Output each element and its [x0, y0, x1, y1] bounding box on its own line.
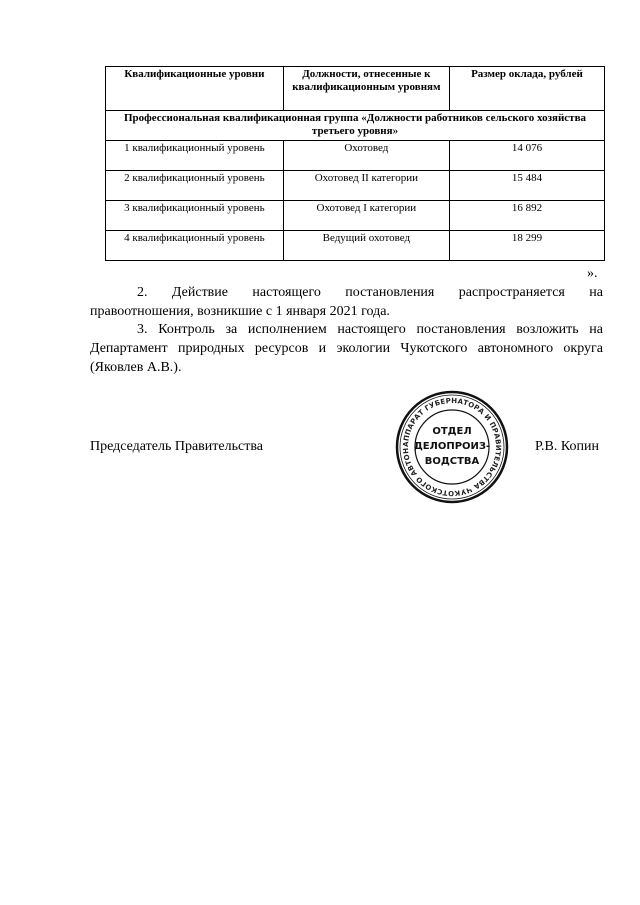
paragraph-2-line-2: правоотношения, возникшие с 1 января 2021 года.: [90, 304, 390, 319]
office-stamp: [382, 388, 522, 506]
table-group-row: [106, 111, 605, 141]
stamp-ring-text: АППАРАТ ГУБЕРНАТОРА И ПРАВИТЕЛЬСТВА ЧУКОТСКОГО АВТОН: [401, 396, 503, 498]
cell-position: Охотовед: [283, 141, 449, 171]
table-row: [106, 171, 605, 201]
header-positions: Должности, отнесенные к квалификационным уровням: [283, 67, 449, 111]
cell-position: Охотовед I категории: [283, 201, 449, 231]
cell-level: 3 квалификационный уровень: [106, 201, 284, 231]
stamp-line-1: ОТДЕЛ: [432, 426, 472, 437]
signer-name: Р.В. Копин: [535, 439, 599, 454]
group-title: Профессиональная квалификационная группа «Должности работников сельского хозяйства третьего уровня»: [106, 111, 605, 141]
stamp-line-2: ДЕЛОПРОИЗ-: [413, 441, 491, 452]
cell-position: Ведущий охотовед: [283, 231, 449, 261]
stamp-line-3: ВОДСТВА: [424, 456, 480, 467]
paragraph-2-line-1: 2. Действие настоящего постановления распространяется на: [137, 285, 603, 300]
cell-position: Охотовед II категории: [283, 171, 449, 201]
cell-salary: 15 484: [449, 171, 604, 201]
cell-level: 2 квалификационный уровень: [106, 171, 284, 201]
closing-quote: ».: [587, 266, 598, 281]
cell-level: 1 квалификационный уровень: [106, 141, 284, 171]
salary-table: [105, 66, 605, 261]
stamp-seal-icon: [382, 388, 522, 506]
table-header-row: [106, 67, 605, 111]
table-row: [106, 201, 605, 231]
signer-title: Председатель Правительства: [90, 439, 263, 454]
paragraph-2: [90, 283, 603, 321]
table-row: [106, 231, 605, 261]
table-row: [106, 141, 605, 171]
header-levels: Квалификационные уровни: [106, 67, 284, 111]
header-salary: Размер оклада, рублей: [449, 67, 604, 111]
cell-salary: 16 892: [449, 201, 604, 231]
paragraph-3: 3. Контроль за исполнением настоящего постановления возложить на Департамент природных ресурсов и экологии Чукотского автономного округа (Яковлев А.В.).: [90, 322, 603, 375]
cell-salary: 18 299: [449, 231, 604, 261]
cell-level: 4 квалификационный уровень: [106, 231, 284, 261]
cell-salary: 14 076: [449, 141, 604, 171]
